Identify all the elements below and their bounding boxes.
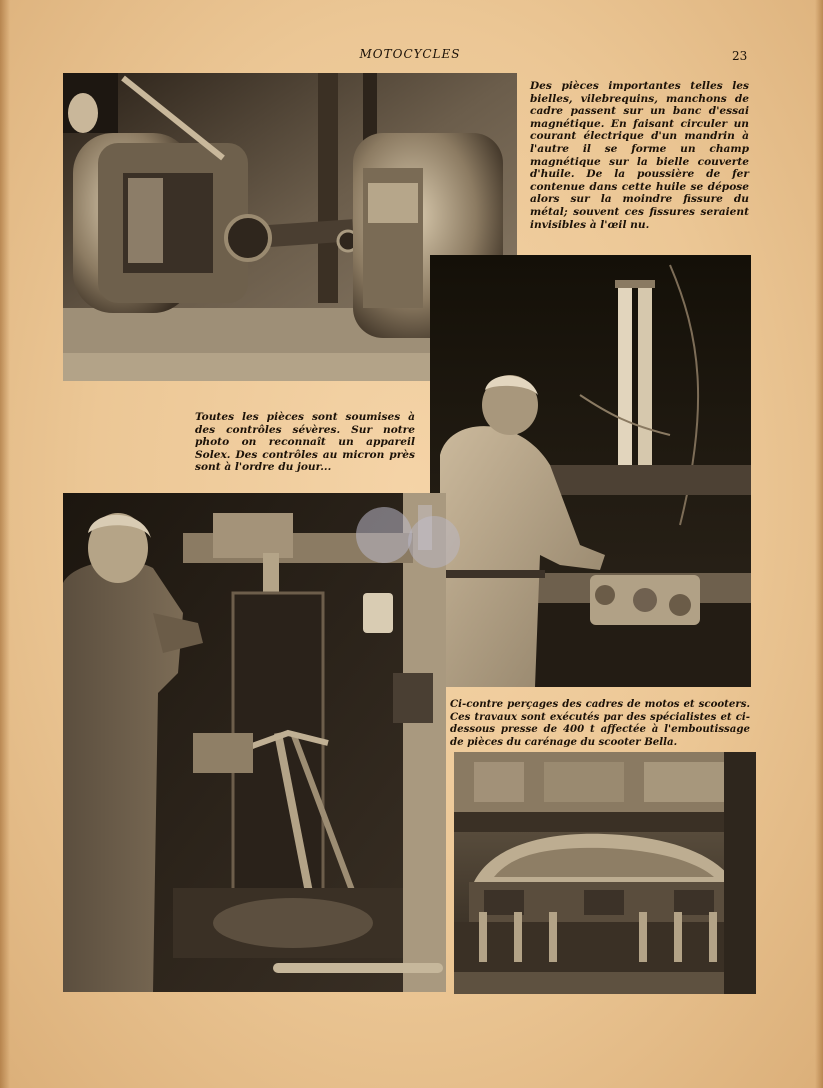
photo-frame-drilling [63,493,446,992]
page-number: 23 [732,49,748,63]
caption-magnetic-test: Des pièces importantes telles les bielles, vilebrequins, manchons de cadre passent sur un banc d'essai magnétique. En faisant circuler un courant électrique d'un mandrin à l'autre il se forme un champ magnétique sur la bielle couverte d'huile. De la poussière de fer contenue dans cette huile se dépose alors sur la moindre fissure du métal; souvent ces fissures seraient invisibles à l'œil nu. [530,80,749,231]
running-header: MOTOCYCLES [359,47,461,61]
page-edge-left [0,0,10,1088]
caption-controls: Toutes les pièces sont soumises à des contrôles sévères. Sur notre photo on reconnaît un appareil Solex. Des contrôles au micron près sont à l'ordre du jour... [195,411,415,474]
photo-solex-control-bench [430,255,751,687]
photo-stamping-press [454,752,756,994]
caption-drilling-press: Ci-contre perçages des cadres de motos et scooters. Ces travaux sont exécutés par des spécialistes et ci-dessous presse de 400 t affectée à l'emboutissage de pièces du carénage du scooter Bella. [450,698,750,748]
page-edge-right [815,0,823,1088]
